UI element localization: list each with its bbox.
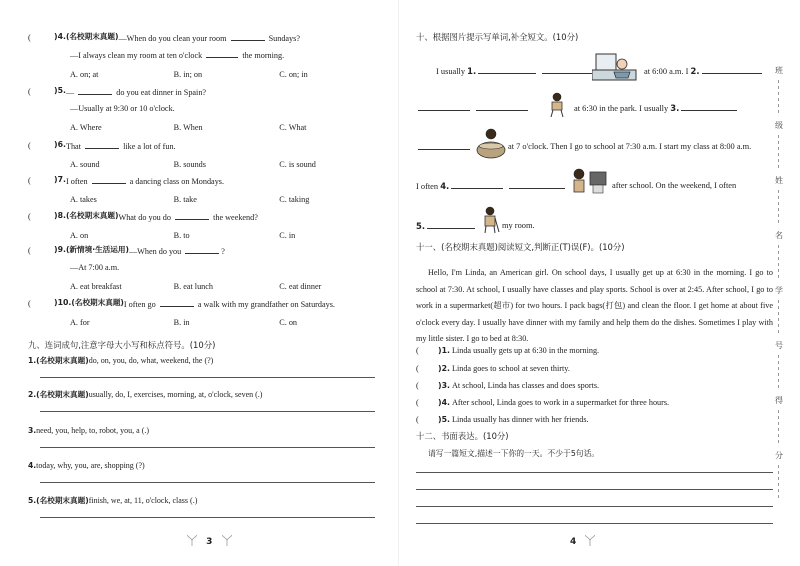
answer-paren[interactable]: ( (28, 87, 31, 96)
word-order-item (28, 461, 378, 483)
item-number: )5. (438, 415, 450, 424)
item-number: )1. (438, 346, 450, 355)
option[interactable]: B. in; on (173, 69, 203, 79)
fill-line-3b: at 7 o'clock. Then I go to school at 7:30 a.m. I start my class at 8:00 a.m. (508, 142, 752, 151)
binding-char: 名 (775, 231, 783, 240)
item-number: 4. (28, 461, 37, 470)
item-number: )4. (438, 398, 450, 407)
binding-margin (772, 60, 786, 500)
binding-dash (778, 355, 779, 388)
option[interactable]: C. is sound (279, 160, 316, 170)
binding-dash (778, 465, 779, 498)
question-reply: —I always clean my room at ten o'clock the morning. (70, 51, 285, 61)
options-row (28, 195, 378, 204)
question-tag: (名校期末真题) (71, 298, 124, 307)
item-number: )3. (438, 381, 450, 390)
item-words: need, you, help, to, robot, you, a (.) (36, 426, 150, 435)
tf-item (416, 364, 570, 374)
mc-question (28, 87, 378, 132)
option[interactable]: B. take (173, 195, 197, 205)
blank[interactable] (78, 87, 112, 95)
item-number: 2. (28, 390, 37, 399)
writing-prompt: 请写一篇短文,描述一下你的一天。不少于5句话。 (428, 449, 600, 458)
binding-dash (778, 135, 779, 168)
mc-question (28, 246, 378, 291)
options-row (28, 70, 378, 79)
question-tag: (新情境·生活运用) (65, 245, 129, 254)
option[interactable]: B. to (173, 231, 190, 241)
binding-dash (778, 300, 779, 333)
binding-char: 姓 (775, 176, 783, 185)
question-stem: —When do you clean your room Sundays? (118, 34, 300, 43)
option[interactable]: C. taking (279, 195, 310, 205)
answer-paren[interactable]: ( (416, 381, 419, 390)
writing-line[interactable] (416, 472, 773, 473)
question-number: )5. (54, 86, 66, 95)
question-stem: —When do you ? (128, 247, 225, 256)
blank[interactable] (85, 141, 119, 149)
mc-question (28, 33, 378, 79)
tf-item (416, 381, 599, 391)
page-fold (398, 0, 399, 566)
eat-breakfast-picture (476, 128, 506, 162)
options-row (28, 123, 378, 132)
answer-paren[interactable]: ( (416, 398, 419, 407)
option[interactable]: C. in (279, 231, 296, 241)
answer-line[interactable] (40, 471, 375, 483)
item-text: At school, Linda has classes and does sports. (451, 381, 600, 390)
item-words: finish, we, at, 11, o'clock, class (.) (88, 496, 198, 505)
options-row (28, 231, 378, 240)
fill-line-3 (416, 142, 472, 153)
word-order-item (28, 390, 378, 412)
item-tag: (名校期末真题) (36, 496, 89, 505)
question-tag: (名校期末真题) (65, 211, 119, 220)
item-words: do, on, you, do, what, weekend, the (?) (88, 356, 214, 365)
left-page (0, 0, 392, 566)
blank[interactable] (206, 50, 238, 58)
section12-title: 十二、书面表达。(10分) (416, 431, 509, 441)
item-text: Linda usually gets up at 6:30 in the morning. (451, 346, 600, 355)
option[interactable]: B. When (173, 122, 203, 132)
tf-item (416, 346, 599, 356)
question-number: )6. (54, 140, 66, 149)
question-stem: I often go a walk with my grandfather on Saturdays. (123, 300, 335, 309)
answer-paren[interactable]: ( (416, 415, 419, 424)
binding-char: 得 (775, 396, 783, 405)
option[interactable]: A. sound (70, 160, 100, 170)
option[interactable]: C. What (279, 122, 307, 132)
section10-title: 十、根据图片提示写单词,补全短文。(10分) (416, 32, 579, 42)
item-text: Linda goes to school at seven thirty. (451, 364, 570, 373)
option[interactable]: A. on; at (70, 69, 99, 79)
reading-passage: Hello, I'm Linda, an American girl. On school days, I usually get up at 6:30 in the morning. I go to school at 7:30. At school, I usually have classes and play sports. School is over at 2:45. After school, I go to work in a supermarket(超市) for two hours. I pack bags(打包) and clean the floor. I get home at about five o'clock every day. I usually have dinner with my family and help them do the dishes. Sometimes I play with my little sister. I go to bed at 8:30. (416, 268, 773, 344)
mc-question (28, 176, 378, 205)
question-reply: —Usually at 9:30 or 10 o'clock. (70, 104, 175, 114)
item-number: 3. (28, 426, 37, 435)
answer-paren[interactable]: ( (28, 299, 31, 308)
question-stem: What do you do the weekend? (118, 213, 258, 222)
blank[interactable] (160, 299, 194, 307)
fill-line-4b: after school. On the weekend, I often (612, 181, 737, 190)
binding-dash (778, 80, 779, 113)
sprout-icon (187, 534, 197, 546)
binding-char: 分 (775, 451, 783, 460)
options-row (28, 282, 378, 291)
option[interactable]: C. on; in (279, 69, 308, 79)
mc-question (28, 299, 378, 328)
binding-char: 号 (775, 341, 783, 350)
fill-line-1: I usually 1. (436, 66, 604, 77)
question-reply: —At 7:00 a.m. (70, 263, 120, 273)
mc-question (28, 212, 378, 241)
option[interactable]: A. for (70, 318, 90, 328)
sprout-icon (222, 534, 232, 546)
blank[interactable] (175, 212, 209, 220)
item-words: usually, do, I, exercises, morning, at, o'clock, seven (.) (88, 390, 263, 399)
writing-line[interactable] (416, 523, 773, 524)
item-text: Linda usually has dinner with her friends. (451, 415, 589, 424)
options-row (28, 160, 378, 169)
question-tag: (名校期末真题) (65, 32, 119, 41)
right-page (404, 0, 800, 566)
binding-dash (778, 245, 779, 278)
answer-paren[interactable]: ( (28, 176, 31, 185)
tf-item (416, 415, 589, 425)
question-number: )4. (54, 32, 66, 41)
section9-title: 九、连词成句,注意字母大小写和标点符号。(10分) (28, 340, 216, 350)
answer-paren[interactable]: ( (28, 246, 31, 255)
option[interactable]: C. eat dinner (279, 281, 322, 291)
item-words: today, why, you, are, shopping (?) (36, 461, 145, 470)
word-order-item (28, 426, 378, 448)
options-row (28, 318, 378, 327)
run-picture (544, 92, 570, 120)
answer-line[interactable] (40, 506, 375, 518)
tf-item (416, 398, 669, 408)
writing-line[interactable] (416, 489, 773, 490)
binding-dash (778, 190, 779, 223)
answer-paren[interactable]: ( (28, 141, 31, 150)
fill-line-1b: at 6:00 a.m. I 2. (644, 66, 764, 77)
item-number: )2. (438, 364, 450, 373)
blank[interactable] (92, 176, 126, 184)
item-text: After school, Linda goes to work in a supermarket for three hours. (451, 398, 670, 407)
answer-paren[interactable]: ( (416, 364, 419, 373)
item-tag: (名校期末真题) (36, 390, 89, 399)
section11-title: 十一、(名校期末真题)阅读短文,判断正(T)误(F)。(10分) (416, 242, 625, 252)
page-number-left: 3 (187, 532, 232, 547)
page-number-right: 4 (570, 532, 595, 547)
question-number: )8. (54, 211, 66, 220)
question-stem: I often a dancing class on Mondays. (65, 177, 225, 186)
answer-paren[interactable]: ( (28, 33, 31, 42)
watch-tv-picture (570, 166, 610, 198)
item-tag: (名校期末真题) (36, 356, 89, 365)
fill-line-4: I often 4. (416, 181, 567, 192)
binding-char: 班 (775, 66, 783, 75)
blank[interactable] (231, 33, 265, 41)
fill-line-2b: at 6:30 in the park. I usually 3. (574, 103, 739, 114)
mc-question (28, 141, 378, 170)
word-order-item (28, 496, 378, 518)
answer-line[interactable] (40, 436, 375, 448)
question-number: )10. (54, 298, 72, 307)
clean-room-picture (480, 206, 500, 236)
blank[interactable] (185, 246, 219, 254)
item-number: 5. (28, 496, 37, 505)
item-number: 1. (28, 356, 37, 365)
option[interactable]: A. Where (70, 122, 102, 132)
brush-teeth-picture (592, 52, 638, 84)
answer-line[interactable] (40, 366, 375, 378)
word-order-item (28, 356, 378, 378)
option[interactable]: A. on (70, 231, 89, 241)
fill-line-5: 5. (416, 221, 477, 232)
question-stem: — do you eat dinner in Spain? (65, 88, 207, 97)
binding-char: 级 (775, 121, 783, 130)
option[interactable]: A. eat breakfast (70, 281, 122, 291)
answer-paren[interactable]: ( (28, 212, 31, 221)
option[interactable]: B. in (173, 318, 190, 328)
option[interactable]: A. takes (70, 195, 97, 205)
writing-line[interactable] (416, 506, 773, 507)
question-number: )7. (54, 175, 66, 184)
option[interactable]: B. sounds (173, 160, 206, 170)
fill-line-5b: my room. (502, 221, 535, 230)
option[interactable]: C. on (279, 318, 298, 328)
option[interactable]: B. eat lunch (173, 281, 213, 291)
question-stem: That like a lot of fun. (65, 142, 176, 151)
binding-char: 学 (775, 286, 783, 295)
answer-paren[interactable]: ( (416, 346, 419, 355)
sprout-icon (585, 534, 595, 546)
question-number: )9. (54, 245, 66, 254)
answer-line[interactable] (40, 400, 375, 412)
binding-dash (778, 410, 779, 443)
fill-line-2 (416, 103, 530, 114)
